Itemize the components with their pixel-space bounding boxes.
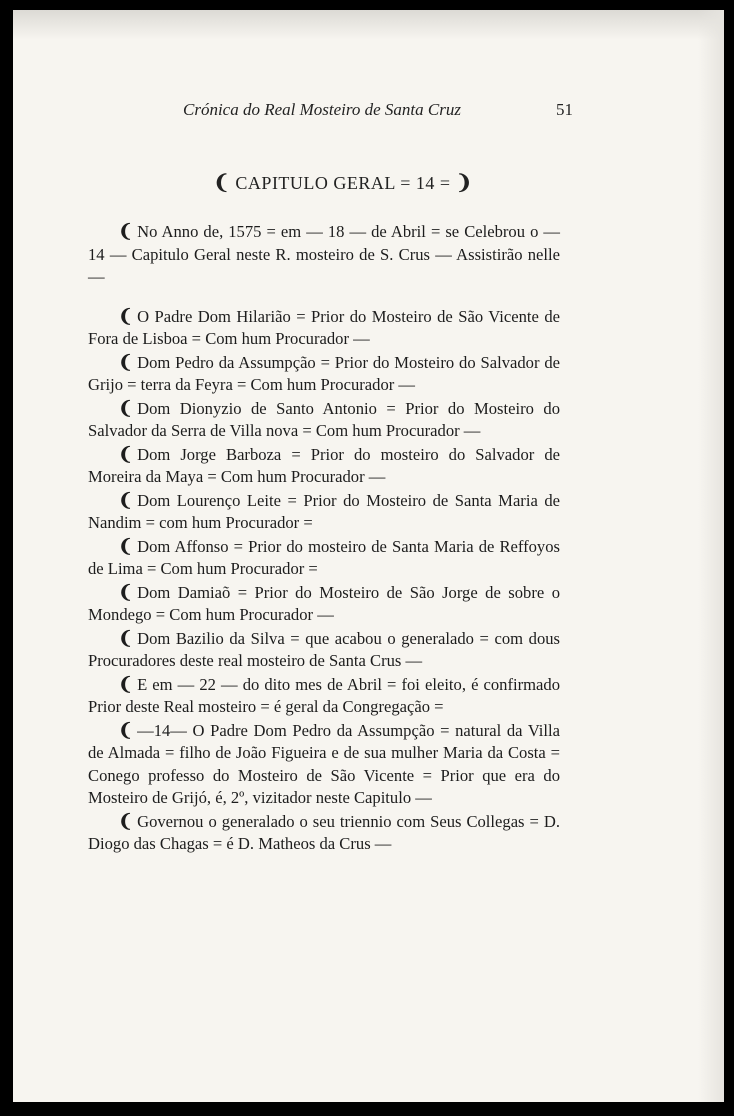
paragraph-mark-icon: ❨ (118, 221, 134, 241)
paragraph-text: Governou o generalado o seu triennio com Seus Collegas = D. Diogo das Chagas = é D. Matheos da Crus — (88, 811, 560, 853)
paragraph-mark-icon: ❨ (118, 719, 134, 740)
paragraph-text: E em — 22 — do dito mes de Abril = foi eleito, é confirmado Prior deste Real mosteiro = é geral da Congregação = (88, 674, 560, 716)
page-number: 51 (556, 100, 573, 119)
paragraph (88, 220, 560, 289)
paragraph (88, 535, 560, 581)
paragraph-text: Dom Affonso = Prior do mosteiro de Santa Maria de Reffoyos de Lima = Com hum Procurador = (88, 536, 560, 578)
paragraph-mark-icon: ❨ (213, 172, 231, 194)
paragraph-text: Dom Damiaõ = Prior do Mosteiro de São Jorge de sobre o Mondego = Com hum Procurador — (88, 582, 560, 624)
paragraph-mark-icon: ❨ (118, 535, 134, 556)
paragraph (88, 489, 560, 535)
paragraph-mark-icon: ❨ (118, 627, 134, 648)
paragraph-text: Dom Pedro da Assumpção = Prior do Mosteiro do Salvador de Grijo = terra da Feyra = Com hum Procurador — (88, 352, 560, 394)
paragraph-text: —14— O Padre Dom Pedro da Assumpção = natural da Villa de Almada = filho de João Figueira e de sua mulher Maria da Costa = Conego professo do Mosteiro de São Vicente = Prior que era do Mosteiro de Grijó, é, 2º, vizitador neste Capitulo — (88, 720, 560, 807)
paragraph-text: Dom Lourenço Leite = Prior do Mosteiro de Santa Maria de Nandim = com hum Procurador = (88, 490, 560, 532)
paragraph-mark-icon: ❨ (118, 581, 134, 602)
closing-mark-icon: ❩ (455, 172, 473, 194)
paragraph-mark-icon: ❨ (118, 305, 134, 326)
paragraph (88, 673, 560, 719)
paragraph-mark-icon: ❨ (118, 443, 134, 464)
paragraph (88, 810, 560, 856)
paragraph-mark-icon: ❨ (118, 673, 134, 694)
paragraph (88, 443, 560, 489)
paragraph-text: Dom Jorge Barboza = Prior do mosteiro do Salvador de Moreira da Maya = Com hum Procurador — (88, 444, 560, 486)
paragraph (88, 397, 560, 443)
paragraph (88, 351, 560, 397)
running-head-title: Crónica do Real Mosteiro de Santa Cruz (183, 100, 461, 119)
paragraph (88, 581, 560, 627)
paragraph-text: Dom Dionyzio de Santo Antonio = Prior do Mosteiro do Salvador da Serra de Villa nova = Com hum Procurador — (88, 398, 560, 440)
paragraph (88, 305, 560, 351)
paragraph-text: No Anno de, 1575 = em — 18 — de Abril = se Celebrou o — 14 — Capitulo Geral neste R. mosteiro de S. Crus — Assistirão nelle — (88, 222, 560, 286)
chapter-title: CAPITULO GERAL = 14 = (235, 173, 451, 193)
paragraph-mark-icon: ❨ (118, 810, 134, 831)
paragraph-mark-icon: ❨ (118, 397, 134, 418)
paragraph-text: O Padre Dom Hilarião = Prior do Mosteiro de São Vicente de Fora de Lisboa = Com hum Procurador — (88, 306, 560, 348)
paragraph (88, 719, 560, 810)
paragraph-mark-icon: ❨ (118, 351, 134, 372)
body-text (88, 220, 560, 856)
paragraph-text: Dom Bazilio da Silva = que acabou o generalado = com dous Procuradores deste real mosteiro de Santa Crus — (88, 628, 560, 670)
paragraph (88, 627, 560, 673)
paragraph-mark-icon: ❨ (118, 489, 134, 510)
chapter-heading (113, 170, 573, 195)
book-page (13, 10, 724, 1102)
